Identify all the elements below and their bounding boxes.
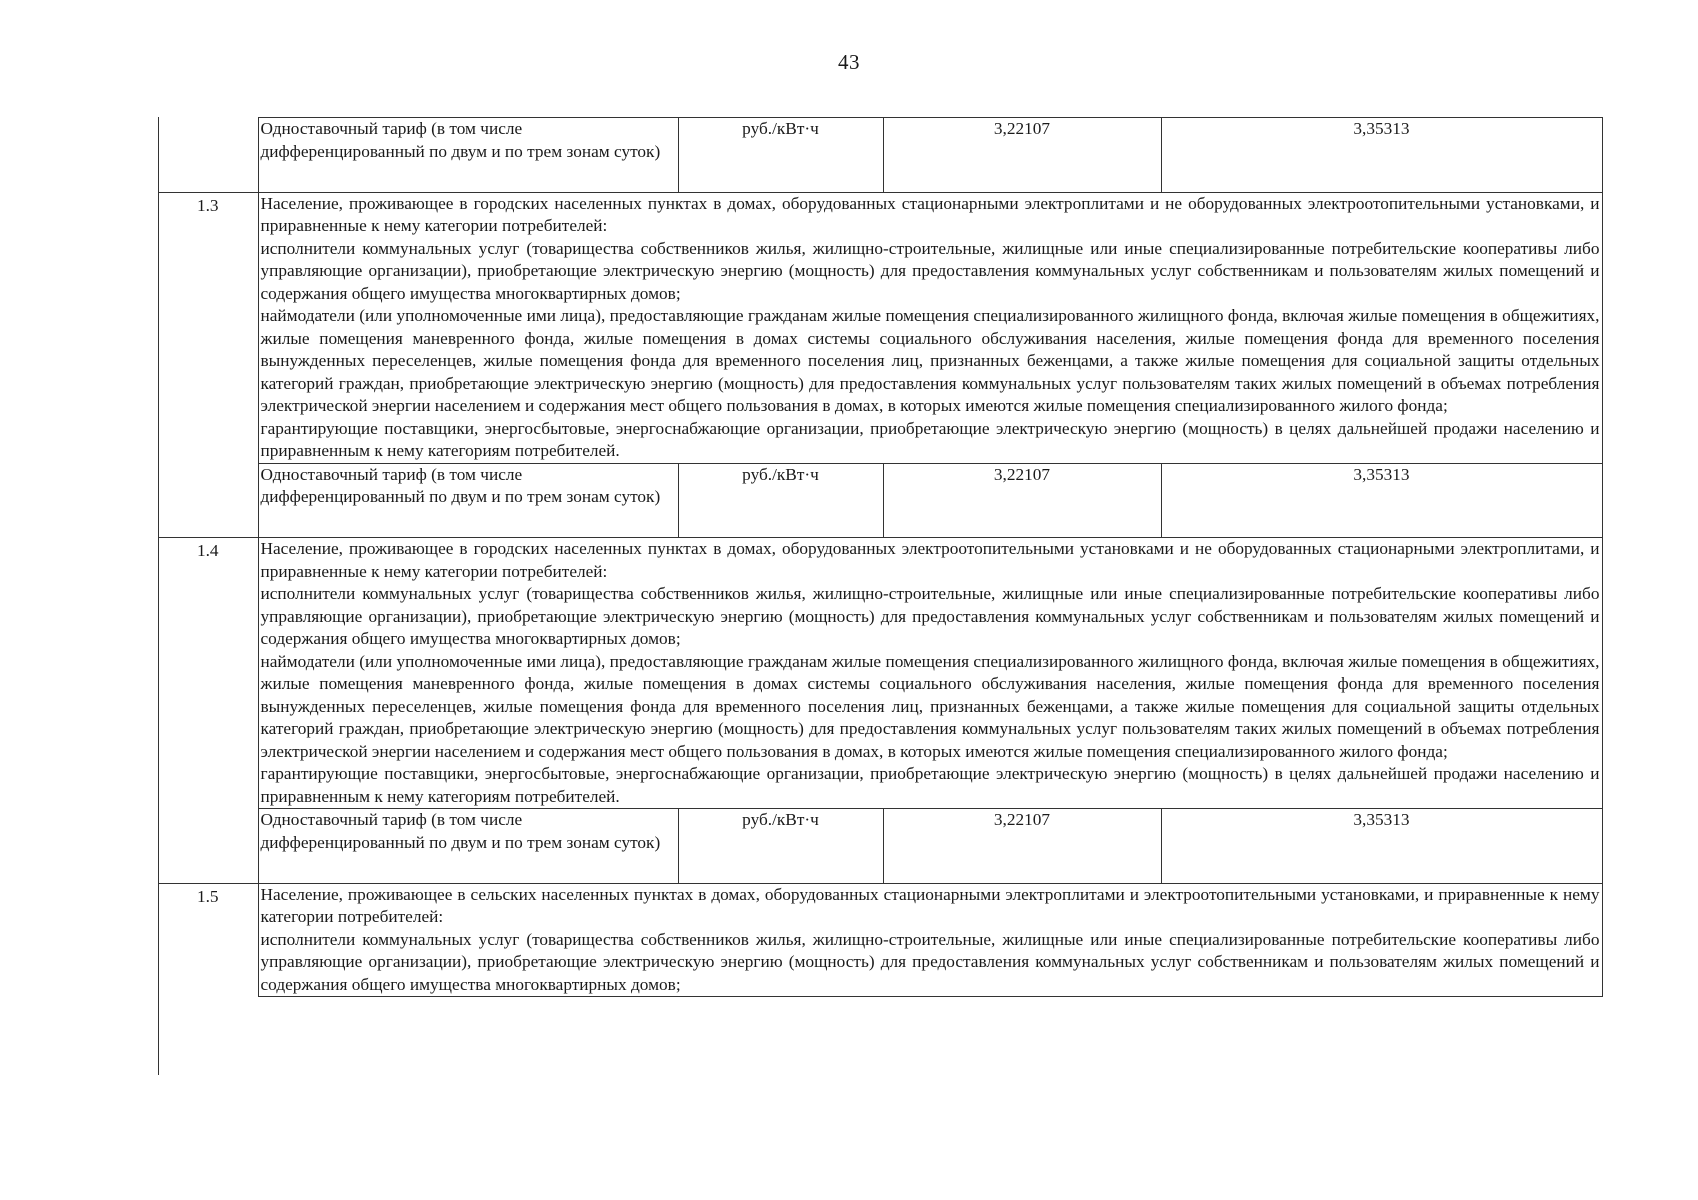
tariff-row [158, 809, 1602, 884]
section-row-1-4 [158, 538, 1602, 809]
tariff-unit: руб./кВт·ч [678, 809, 883, 884]
section-landlords: наймодатели (или уполномоченные ими лица), предоставляющие гражданам жилые помещения специализированного жилищного фонда, включая жилые помещения в общежитиях, жилые помещения маневренного фонда, жилые помещения в домах системы социального обслуживания населения, жилые помещения фонда для временного поселения вынужденных переселенцев, жилые помещения фонда для временного поселения лиц, признанных беженцами, а также жилые помещения для социальной защиты отдельных категорий граждан, приобретающие электрическую энергию (мощность) для предоставления коммунальных услуг пользователям таких жилых помещений в объемах потребления электрической энергии населением и содержания мест общего пользования в домах, в которых имеются жилые помещения специализированного жилого фонда; [260, 651, 1600, 761]
section-description [258, 883, 1602, 997]
row-number [158, 463, 258, 538]
row-number [158, 809, 258, 884]
tariff-value-1: 3,22107 [883, 809, 1161, 884]
tariff-name: Одноставочный тариф (в том числе дифференцированный по двум и по трем зонам суток) [258, 118, 678, 193]
section-executors: исполнители коммунальных услуг (товарищества собственников жилья, жилищно-строительные, жилищные или иные специализированные потребительские кооперативы либо управляющие организации), приобретающие электрическую энергию (мощность) для предоставления коммунальных услуг собственникам и пользователям жилых помещений и содержания общего имущества многоквартирных домов; [260, 584, 1600, 648]
section-intro: Население, проживающее в городских населенных пунктах в домах, оборудованных электроотопительными установками и не оборудованных стационарными электроплитами, и приравненные к нему категории потребителей: [260, 539, 1600, 581]
tariff-name: Одноставочный тариф (в том числе дифференцированный по двум и по трем зонам суток) [258, 809, 678, 884]
section-intro: Население, проживающее в сельских населенных пунктах в домах, оборудованных стационарными электроплитами и электроотопительными установками, и приравненные к нему категории потребителей: [260, 884, 1600, 926]
tariff-value-1: 3,22107 [883, 463, 1161, 538]
section-executors: исполнители коммунальных услуг (товарищества собственников жилья, жилищно-строительные, жилищные или иные специализированные потребительские кооперативы либо управляющие организации), приобретающие электрическую энергию (мощность) для предоставления коммунальных услуг собственникам и пользователям жилых помещений и содержания общего имущества многоквартирных домов; [260, 238, 1600, 303]
tariff-unit: руб./кВт·ч [678, 118, 883, 193]
row-number [158, 118, 258, 193]
tariff-value-2: 3,35313 [1161, 809, 1602, 884]
tariff-value-2: 3,35313 [1161, 463, 1602, 538]
tariff-row [158, 463, 1602, 538]
section-row-1-3 [158, 192, 1602, 463]
section-executors: исполнители коммунальных услуг (товарищества собственников жилья, жилищно-строительные, жилищные или иные специализированные потребительские кооперативы либо управляющие организации), приобретающие электрическую энергию (мощность) для предоставления коммунальных услуг собственникам и пользователям жилых помещений и содержания общего имущества многоквартирных домов; [260, 929, 1600, 994]
tariff-row [158, 118, 1602, 193]
section-suppliers: гарантирующие поставщики, энергосбытовые, энергоснабжающие организации, приобретающие электрическую энергию (мощность) в целях дальнейшей продажи населению и приравненным к нему категориям потребителей. [260, 764, 1600, 806]
section-description [258, 538, 1602, 809]
section-landlords: наймодатели (или уполномоченные ими лица), предоставляющие гражданам жилые помещения специализированного жилищного фонда, включая жилые помещения в общежитиях, жилые помещения маневренного фонда, жилые помещения в домах системы социального обслуживания населения, жилые помещения фонда для временного поселения вынужденных переселенцев, жилые помещения фонда для временного поселения лиц, признанных беженцами, а также жилые помещения для социальной защиты отдельных категорий граждан, приобретающие электрическую энергию (мощность) для предоставления коммунальных услуг пользователям таких жилых помещений в объемах потребления электрической энергии населением и содержания мест общего пользования в домах, в которых имеются жилые помещения специализированного жилого фонда; [260, 306, 1600, 415]
tariff-value-1: 3,22107 [883, 118, 1161, 193]
page-number: 43 [838, 50, 860, 74]
tariff-unit: руб./кВт·ч [678, 463, 883, 538]
section-number: 1.5 [158, 883, 258, 997]
section-number: 1.4 [158, 538, 258, 809]
tariff-name: Одноставочный тариф (в том числе дифференцированный по двум и по трем зонам суток) [258, 463, 678, 538]
tariff-table [158, 117, 1603, 997]
section-description [258, 192, 1602, 463]
section-number: 1.3 [158, 192, 258, 463]
section-row-1-5 [158, 883, 1602, 997]
section-intro: Население, проживающее в городских населенных пунктах в домах, оборудованных стационарными электроплитами и не оборудованных электроотопительными установками, и приравненные к нему категории потребителей: [260, 193, 1600, 235]
section-suppliers: гарантирующие поставщики, энергосбытовые, энергоснабжающие организации, приобретающие электрическую энергию (мощность) в целях дальнейшей продажи населению и приравненным к нему категориям потребителей. [260, 418, 1600, 460]
tariff-value-2: 3,35313 [1161, 118, 1602, 193]
